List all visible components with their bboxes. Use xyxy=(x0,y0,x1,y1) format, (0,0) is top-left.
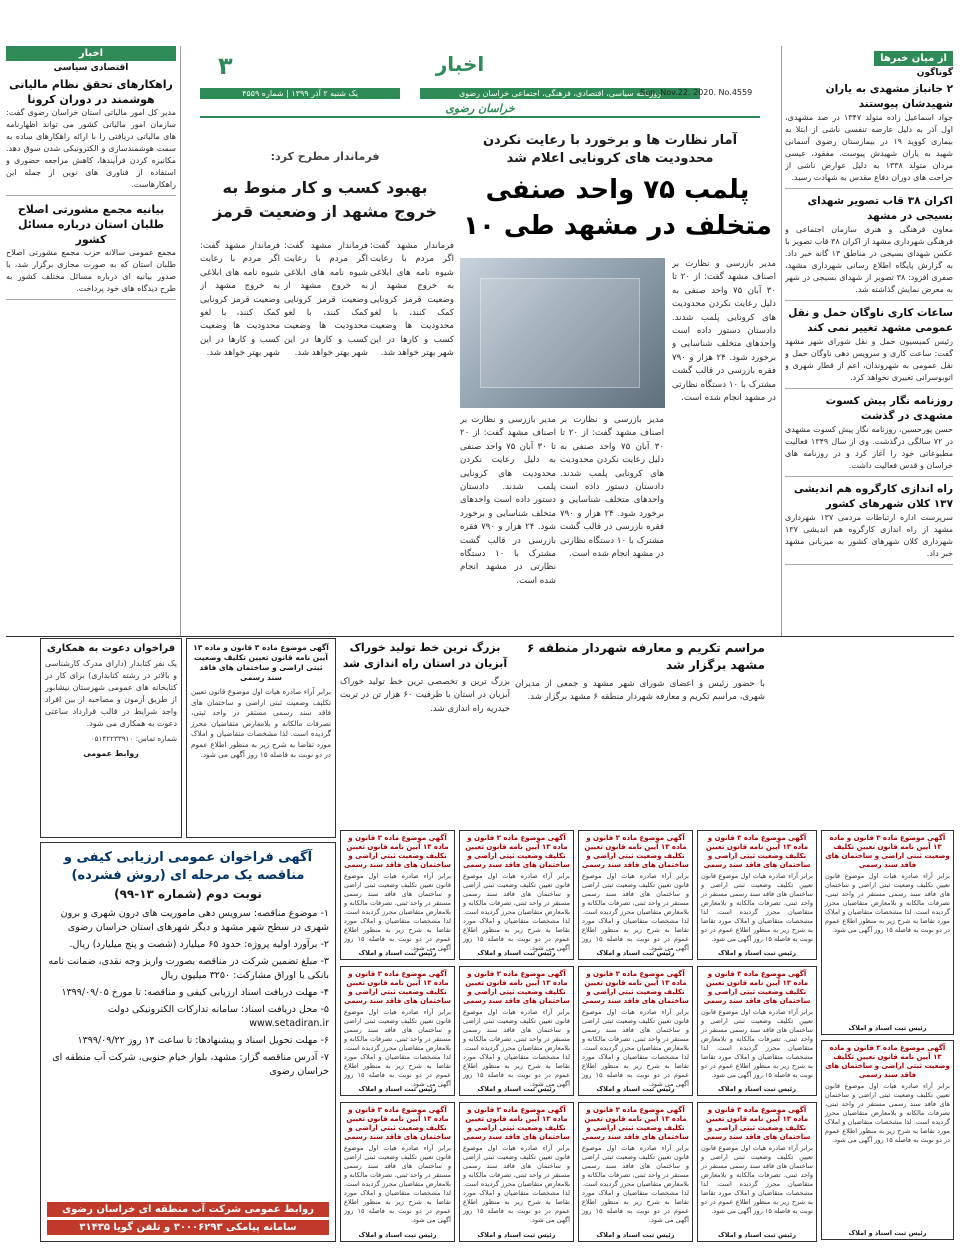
legal-notice-sign: رئیس ثبت اسناد و املاک xyxy=(596,1085,675,1093)
masthead xyxy=(200,46,760,118)
lead-kicker: آمار نظارت ها و برخورد با رعایت نکردن محدودیت های کرونایی اعلام شد xyxy=(482,133,738,166)
ad-tender-line: ۶- مهلت تحویل اسناد و پیشنهادها: تا ساعت ۱۴ روز ۱۳۹۹/۰۹/۲۲ xyxy=(77,1035,329,1046)
legal-notice-title: آگهی موضوع ماده ۳ قانون و ماده ۱۳ آیین نامه قانون تعیین تکلیف وضعیت ثبتی اراضی و ساختمان های فاقد سند رسمی xyxy=(582,1106,689,1141)
legal-notice-sign: رئیس ثبت اسناد و املاک xyxy=(718,949,796,957)
ad-legal-notice xyxy=(186,638,336,838)
legal-notice-box xyxy=(459,1102,574,1242)
legal-notice-box xyxy=(578,966,693,1096)
second-body: فرماندار مشهد گفت: اگر مردم با رعایت شیوه نامه های ابلاغی به خروج مشهد از وضعیت قرمز کرونایی کمک کنند، با لغو محدودیت ها وضعیت کسب و کارها در این شهر بهتر خواهد شد. xyxy=(370,241,454,359)
legal-notice-box xyxy=(697,1102,817,1242)
mid-item-1-title: مراسم تکریم و معارفه شهردار منطقه ۶ مشهد برگزار شد xyxy=(527,641,765,672)
ad-tender-line: ۱- موضوع مناقصه: سرویس دهی ماموریت های درون شهری و برون شهری در سطح شهر مشهد و دیگر شهرهای استان خراسان رضوی xyxy=(60,908,329,933)
legal-notice-body: برابر آراء صادره هیات اول موضوع قانون تعیین تکلیف وضعیت ثبتی اراضی و ساختمان های فاقد سند رسمی مستقر در واحد ثبتی، تصرفات مالکانه و بلامعارض متقاضیان محرز گردیده است. لذا مشخصات متقاضیان و املاک مورد تقاضا به شرح زیر به منظور اطلاع عموم در دو نوبت به فاصله ۱۵ روز آگهی می شود. xyxy=(344,1008,451,1088)
legal-notice-box xyxy=(340,966,455,1096)
ad-tender-line: ۷- آدرس مناقصه گزار: مشهد، بلوار خیام جنوبی، شرکت آب منطقه ای خراسان رضوی xyxy=(52,1052,329,1077)
legal-notice-body: برابر آراء صادره هیات اول موضوع قانون تعیین تکلیف وضعیت ثبتی اراضی و ساختمان های فاقد سند رسمی مستقر در واحد ثبتی، تصرفات مالکانه و بلامعارض متقاضیان محرز گردیده است. لذا مشخصات متقاضیان و املاک مورد تقاضا به شرح زیر به منظور اطلاع عموم در دو نوبت به فاصله ۱۵ روز آگهی می شود. xyxy=(463,1144,570,1224)
ad-tender xyxy=(40,842,336,1242)
legal-notice-title: آگهی موضوع ماده ۳ قانون و ماده ۱۳ آیین نامه قانون تعیین تکلیف وضعیت ثبتی اراضی و ساختمان های فاقد سند رسمی xyxy=(703,834,811,869)
legal-notice-body: برابر آراء صادره هیات اول موضوع قانون تعیین تکلیف وضعیت ثبتی اراضی و ساختمان های فاقد سند رسمی مستقر در واحد ثبتی، تصرفات مالکانه و بلامعارض متقاضیان محرز گردیده است. لذا مشخصات متقاضیان و املاک مورد تقاضا به شرح زیر به منظور اطلاع عموم در دو نوبت به فاصله ۱۵ روز آگهی می شود. xyxy=(701,1144,813,1215)
legal-notice-box xyxy=(821,1040,954,1240)
legal-notice-sign: رئیس ثبت اسناد و املاک xyxy=(596,1231,675,1239)
legal-notice-title: آگهی موضوع ماده ۳ قانون و ماده ۱۳ آیین نامه قانون تعیین تکلیف وضعیت ثبتی اراضی و ساختمان های فاقد سند رسمی xyxy=(463,970,570,1005)
ad-tender-footer: روابط عمومی شرکت آب منطقه ای خراسان رضوی xyxy=(47,1202,329,1217)
legal-notice-sign: رئیس ثبت اسناد و املاک xyxy=(358,1231,437,1239)
legal-notice-title: آگهی موضوع ماده ۳ قانون و ماده ۱۳ آیین نامه قانون تعیین تکلیف وضعیت ثبتی اراضی و ساختمان های فاقد سند رسمی xyxy=(703,970,811,1005)
legal-notice-box xyxy=(697,966,817,1096)
right-news-body: سرپرست اداره ارتباطات مردمی ۱۳۷ شهرداری مشهد از راه اندازی کارگروه هم اندیشی ۱۳۷ شهرداری کلان شهرهای کشور به میزبانی مشهد خبر داد. xyxy=(785,513,953,558)
legal-notice-body: برابر آراء صادره هیات اول موضوع قانون تعیین تکلیف وضعیت ثبتی اراضی و ساختمان های فاقد سند رسمی مستقر در واحد ثبتی، تصرفات مالکانه و بلامعارض متقاضیان محرز گردیده است. لذا مشخصات متقاضیان و املاک مورد تقاضا به شرح زیر به منظور اطلاع عموم در دو نوبت به فاصله ۱۵ روز آگهی می شود. xyxy=(463,1008,570,1088)
date-english: Sun. Nov.22. 2020. No.4559 xyxy=(640,88,753,97)
right-news-item xyxy=(785,194,953,301)
ad-cooperation-body: یک نفر کتابدار (دارای مدرک کارشناسی و بالاتر در رشته کتابداری) برای کار در کتابخانه های عمومی شهرستان نیشابور از طریق آزمون و مصاحبه از بین افراد واجد شرایط در قالب قرارداد ساعتی دعوت به همکاری می شود. xyxy=(45,659,177,728)
ad-cooperation xyxy=(40,638,182,838)
right-news-item xyxy=(785,82,953,189)
legal-notice-box xyxy=(340,1102,455,1242)
legal-notice-box xyxy=(340,830,455,960)
left-news-title: راهکارهای تحقق نظام مالیاتی هوشمند در دوران کرونا xyxy=(9,78,173,106)
left-news-item xyxy=(6,77,176,196)
right-news-item xyxy=(785,306,953,389)
legal-notice-box xyxy=(459,830,574,960)
legal-notice-title: آگهی موضوع ماده ۳ قانون و ماده ۱۳ آیین نامه قانون تعیین تکلیف وضعیت ثبتی اراضی و ساختمان های فاقد سند رسمی xyxy=(582,970,689,1005)
right-news-body: معاون فرهنگی و هنری سازمان اجتماعی و فرهنگی شهرداری مشهد از اکران ۳۸ قاب تصویر با عکس شهدای بسیجی در مناطق ۱۳ گانه خبر داد. به گزارش پایگاه اطلاع رسانی شهرداری مشهد، صفری افزود: ۳۸ تصویر از شهدای بسیجی در شهر به معرض نمایش گذاشته شد. xyxy=(785,225,953,294)
legal-notice-title: آگهی موضوع ماده ۳ قانون و ماده ۱۳ آیین نامه قانون تعیین تکلیف وضعیت ثبتی اراضی و ساختمان های فاقد سند رسمی xyxy=(825,834,950,869)
legal-notice-body: برابر آراء صادره هیات اول موضوع قانون تعیین تکلیف وضعیت ثبتی اراضی و ساختمان های فاقد سند رسمی مستقر در واحد ثبتی، تصرفات مالکانه و بلامعارض متقاضیان محرز گردیده است. لذا مشخصات متقاضیان و املاک مورد تقاضا به شرح زیر به منظور اطلاع عموم در دو نوبت به فاصله ۱۵ روز آگهی می شود. xyxy=(825,1082,950,1144)
legal-notice-title: آگهی موضوع ماده ۳ قانون و ماده ۱۳ آیین نامه قانون تعیین تکلیف وضعیت ثبتی اراضی و ساختمان های فاقد سند رسمی xyxy=(825,1044,950,1079)
legal-notice-body: برابر آراء صادره هیات اول موضوع قانون تعیین تکلیف وضعیت ثبتی اراضی و ساختمان های فاقد سند رسمی مستقر در واحد ثبتی، تصرفات مالکانه و بلامعارض متقاضیان محرز گردیده است. لذا مشخصات متقاضیان و املاک مورد تقاضا به شرح زیر به منظور اطلاع عموم در دو نوبت به فاصله ۱۵ روز آگهی می شود. xyxy=(582,872,689,952)
ad-tender-title: آگهی فراخوان عمومی ارزیابی کیفی و مناقصه یک مرحله ای (روش فشرده) xyxy=(63,850,313,883)
right-column xyxy=(785,46,953,636)
legal-notice-title: آگهی موضوع ماده ۳ قانون و ماده ۱۳ آیین نامه قانون تعیین تکلیف وضعیت ثبتی اراضی و ساختمان های فاقد سند رسمی xyxy=(344,970,451,1005)
legal-notice-body: برابر آراء صادره هیات اول موضوع قانون تعیین تکلیف وضعیت ثبتی اراضی و ساختمان های فاقد سند رسمی مستقر در واحد ثبتی، تصرفات مالکانه و بلامعارض متقاضیان محرز گردیده است. لذا مشخصات متقاضیان و املاک مورد تقاضا به شرح زیر به منظور اطلاع عموم در دو نوبت به فاصله ۱۵ روز آگهی می شود. xyxy=(701,1008,813,1079)
legal-notice-body: برابر آراء صادره هیات اول موضوع قانون تعیین تکلیف وضعیت ثبتی اراضی و ساختمان های فاقد سند رسمی مستقر در واحد ثبتی، تصرفات مالکانه و بلامعارض متقاضیان محرز گردیده است. لذا مشخصات متقاضیان و املاک مورد تقاضا به شرح زیر به منظور اطلاع عموم در دو نوبت به فاصله ۱۵ روز آگهی می شود. xyxy=(344,872,451,952)
legal-notice-box xyxy=(697,830,817,960)
second-kicker: فرماندار مطرح کرد: xyxy=(270,150,380,163)
legal-notice-body: برابر آراء صادره هیات اول موضوع قانون تعیین تکلیف وضعیت ثبتی اراضی و ساختمان های فاقد سند رسمی مستقر در واحد ثبتی، تصرفات مالکانه و بلامعارض متقاضیان محرز گردیده است. لذا مشخصات متقاضیان و املاک مورد تقاضا به شرح زیر به منظور اطلاع عموم در دو نوبت به فاصله ۱۵ روز آگهی می شود. xyxy=(344,1144,451,1224)
lead-body-cont1: مدیر بازرسی و نظارت بر اصناف مشهد گفت: از ۲۰ تا ۳۰ آبان ۷۵ واحد صنفی به دلیل رعایت نکردن محدودیت های کرونایی پلمب شدند. دادستان دستور داده است واحدهای متخلف شناسایی و برخورد شود. ۲۴ هزار و ۷۹۰ فقره بازرسی در قالب گشت مشترک با ۱۰ دستگاه نظارتی در مشهد انجام شده است. xyxy=(560,415,664,560)
legal-notice-body: برابر آراء صادره هیات اول موضوع قانون تعیین تکلیف وضعیت ثبتی اراضی و ساختمان های فاقد سند رسمی مستقر در واحد ثبتی، تصرفات مالکانه و بلامعارض متقاضیان محرز گردیده است. لذا مشخصات متقاضیان و املاک مورد تقاضا به شرح زیر به منظور اطلاع عموم در دو نوبت به فاصله ۱۵ روز آگهی می شود. xyxy=(582,1144,689,1224)
right-news-item xyxy=(785,482,953,565)
section-title: اخبار xyxy=(435,52,485,76)
left-news-body: مجمع عمومی سالانه حزب مجمع مشورتی اصلاح طلبان استان که به صورت مجازی برگزار شد، با صدور بیانیه ای درباره مسائل مختلف کشور به طرح دیدگاه های خود پرداخت. xyxy=(6,248,176,293)
legal-notice-sign: رئیس ثبت اسناد و املاک xyxy=(848,1024,927,1032)
legal-notice-sign: رئیس ثبت اسناد و املاک xyxy=(477,949,556,957)
right-column-tag: از میان خبرها xyxy=(874,51,953,66)
legal-notice-body: برابر آراء صادره هیات اول موضوع قانون تعیین تکلیف وضعیت ثبتی اراضی و ساختمان های فاقد سند رسمی مستقر در واحد ثبتی، تصرفات مالکانه و بلامعارض متقاضیان محرز گردیده است. لذا مشخصات متقاضیان و املاک مورد تقاضا به شرح زیر به منظور اطلاع عموم در دو نوبت به فاصله ۱۵ روز آگهی می شود. xyxy=(463,872,570,952)
legal-notice-title: آگهی موضوع ماده ۳ قانون و ماده ۱۳ آیین نامه قانون تعیین تکلیف وضعیت ثبتی اراضی و ساختمان های فاقد سند رسمی xyxy=(703,1106,811,1141)
legal-notice-title: آگهی موضوع ماده ۳ قانون و ماده ۱۳ آیین نامه قانون تعیین تکلیف وضعیت ثبتی اراضی و ساختمان های فاقد سند رسمی xyxy=(344,1106,451,1141)
legal-notice-title: آگهی موضوع ماده ۳ قانون و ماده ۱۳ آیین نامه قانون تعیین تکلیف وضعیت ثبتی اراضی و ساختمان های فاقد سند رسمی xyxy=(463,834,570,869)
legal-notice-body: برابر آراء صادره هیات اول موضوع قانون تعیین تکلیف وضعیت ثبتی اراضی و ساختمان های فاقد سند رسمی مستقر در واحد ثبتی، تصرفات مالکانه و بلامعارض متقاضیان محرز گردیده است. لذا مشخصات متقاضیان و املاک مورد تقاضا به شرح زیر به منظور اطلاع عموم در دو نوبت به فاصله ۱۵ روز آگهی می شود. xyxy=(582,1008,689,1088)
legal-notice-sign: رئیس ثبت اسناد و املاک xyxy=(596,949,675,957)
mid-item-1-body: با حضور رئیس و اعضای شورای شهر مشهد و جمعی از مدیران شهری، مراسم تکریم و معارفه شهردار منطقه ۶ مشهد برگزار شد. xyxy=(515,679,765,703)
ad-tender-line: ۴- مهلت دریافت اسناد ارزیابی کیفی و مناقصه: تا مورخ ۱۳۹۹/۰۹/۰۵ xyxy=(61,987,329,998)
right-news-title: راه اندازی کارگروه هم اندیشی ۱۳۷ کلان شهرهای کشور xyxy=(793,483,953,510)
newspaper-logo: خراسان رضوی xyxy=(445,102,515,115)
mid-item-2-title: بزرگ ترین خط تولید خوراک آبزیان در استان راه اندازی شد xyxy=(342,641,508,670)
left-news-title: بیانیه مجمع مشورتی اصلاح طلبان استان درباره مسائل کشور xyxy=(17,203,165,246)
ad-legal-notice-title: آگهی موضوع ماده ۳ قانون و ماده ۱۳ آیین نامه قانون تعیین تکلیف وضعیت ثبتی اراضی و ساختمان های فاقد سند رسمی xyxy=(193,643,329,682)
ad-tender-line: ۵- محل دریافت اسناد: سامانه تدارکات الکترونیکی دولت www.setadiran.ir xyxy=(107,1004,329,1029)
ad-tender-line: ۳- مبلغ تضمین شرکت در مناقصه بصورت واریز وجه نقدی، ضمانت نامه بانکی یا اوراق مشارکت: ۳۲۵۰ میلیون ریال xyxy=(48,956,329,981)
legal-notice-box xyxy=(821,830,954,1035)
second-headline: بهبود کسب و کار منوط به خروج مشهد از وضعیت قرمز xyxy=(212,178,438,221)
legal-notice-box xyxy=(578,1102,693,1242)
mid-item-1 xyxy=(515,640,765,825)
mid-item-2 xyxy=(340,640,510,825)
legal-notice-title: آگهی موضوع ماده ۳ قانون و ماده ۱۳ آیین نامه قانون تعیین تکلیف وضعیت ثبتی اراضی و ساختمان های فاقد سند رسمی xyxy=(582,834,689,869)
right-news-item xyxy=(785,394,953,477)
lead-headline: پلمب ۷۵ واحد صنفی متخلف در مشهد طی ۱۰ xyxy=(463,175,772,241)
legal-notice-sign: رئیس ثبت اسناد و املاک xyxy=(358,949,437,957)
lead-body-cont2: مدیر بازرسی و نظارت بر اصناف مشهد گفت: از ۲۰ تا ۳۰ آبان ۷۵ واحد صنفی به دلیل رعایت نکردن محدودیت های کرونایی پلمب شدند. دادستان دستور داده است واحدهای متخلف شناسایی و برخورد شود. ۲۴ هزار و ۷۹۰ فقره بازرسی در قالب گشت مشترک با ۱۰ دستگاه نظارتی در مشهد انجام شده است. xyxy=(460,415,556,586)
right-news-body: جواد اسماعیل زاده متولد ۱۳۴۷ در صد مشهدی، اول آذر به دلیل عارضه تنفسی ناشی از ابتلا به بیماری کووید ۱۹ در بیمارستان رضوی آسمانی شهید به یاران شهیدش پیوست. مفقود، عیسی مردان متولد ۱۳۳۸ به دلیل عوارض ناشی از جراحت های دوران دفاع مقدس به شهادت رسید. xyxy=(785,113,953,182)
ad-cooperation-title: فراخوان دعوت به همکاری xyxy=(46,643,176,654)
legal-notice-body: برابر آراء صادره هیات اول موضوع قانون تعیین تکلیف وضعیت ثبتی اراضی و ساختمان های فاقد سند رسمی مستقر در واحد ثبتی، تصرفات مالکانه و بلامعارض متقاضیان محرز گردیده است. لذا مشخصات متقاضیان و املاک مورد تقاضا به شرح زیر به منظور اطلاع عموم در دو نوبت به فاصله ۱۵ روز آگهی می شود. xyxy=(701,872,813,943)
second-body-cont2: فرماندار مشهد گفت: اگر مردم با رعایت شیوه نامه های ابلاغی به خروج مشهد از وضعیت قرمز کرونایی کمک کنند، با لغو محدودیت ها وضعیت کسب و کارها در این شهر بهتر خواهد شد. xyxy=(200,241,280,359)
legal-notice-sign: رئیس ثبت اسناد و املاک xyxy=(477,1085,556,1093)
legal-notice-sign: رئیس ثبت اسناد و املاک xyxy=(718,1085,796,1093)
left-news-item xyxy=(6,202,176,300)
right-news-body: حسن پورحسین، روزنامه نگار پیش کسوت مشهدی در ۷۲ سالگی درگذشت. وی از سال ۱۳۴۹ فعالیت مطبوعاتی خود را آغاز کرد و در روزنامه های خراسان و قدس فعالیت داشت. xyxy=(785,425,953,470)
ad-cooperation-phone: شماره تماس: ۰۵۱۴۲۲۳۳۹۱۰ xyxy=(90,734,177,743)
left-column-subtag: اقتصادی سیاسی xyxy=(53,63,129,73)
right-news-body: رئیس کمیسیون حمل و نقل شورای شهر مشهد گفت: ساعت کاری و سرویس دهی ناوگان حمل و نقل عمومی به شهروندان، اعم از قطار شهری و اتوبوسرانی تغییری نخواهد کرد. xyxy=(785,337,953,382)
left-news-body: مدیر کل امور مالیاتی استان خراسان رضوی گفت: سازمان امور مالیاتی کشور می تواند اظهارنامه های مالیاتی دریافتی را با ارائه راهکارهای ساده به سمت هوشمندسازی و الکترونیکی شدن سوق دهد. مکانیزه کردن فرآیندها، کاهش مراجعه حضوری و استفاده از فناوری های نوین از جمله این راهکارهاست. xyxy=(6,108,176,189)
lead-body: مدیر بازرسی و نظارت بر اصناف مشهد گفت: از ۲۰ تا ۳۰ آبان ۷۵ واحد صنفی به دلیل رعایت نکردن محدودیت های کرونایی پلمب شدند. دادستان دستور داده است واحدهای متخلف شناسایی و برخورد شود. ۲۴ هزار و ۷۹۰ فقره بازرسی در قالب گشت مشترک با ۱۰ دستگاه نظارتی در مشهد انجام شده است. xyxy=(672,259,776,404)
ad-tender-phone: سامانه پیامکی ۳۰۰۰۶۲۹۳ و تلفن گویا ۳۱۴۳۵ xyxy=(47,1220,329,1235)
legal-notice-sign: رئیس ثبت اسناد و املاک xyxy=(358,1085,437,1093)
lead-photo xyxy=(460,258,665,408)
legal-notice-sign: رئیس ثبت اسناد و املاک xyxy=(477,1231,556,1239)
right-news-title: ۲ جانباز مشهدی به یاران شهیدشان پیوستند xyxy=(825,83,953,110)
right-news-title: اکران ۳۸ قاب تصویر شهدای بسیجی در مشهد xyxy=(807,195,953,222)
legal-notice-box xyxy=(578,830,693,960)
legal-notice-sign: رئیس ثبت اسناد و املاک xyxy=(848,1229,927,1237)
legal-notice-title: آگهی موضوع ماده ۳ قانون و ماده ۱۳ آیین نامه قانون تعیین تکلیف وضعیت ثبتی اراضی و ساختمان های فاقد سند رسمی xyxy=(463,1106,570,1141)
right-news-title: ساعات کاری ناوگان حمل و نقل عمومی مشهد تغییر نمی کند xyxy=(788,307,953,334)
legal-notice-title: آگهی موضوع ماده ۳ قانون و ماده ۱۳ آیین نامه قانون تعیین تکلیف وضعیت ثبتی اراضی و ساختمان های فاقد سند رسمی xyxy=(344,834,451,869)
legal-notice-sign: رئیس ثبت اسناد و املاک xyxy=(718,1231,796,1239)
right-column-subtag: گوناگون xyxy=(916,68,953,78)
left-column xyxy=(6,46,176,636)
mid-item-2-body: بزرگ ترین و تخصصی ترین خط تولید خوراک آبزیان در استان با ظرفیت ۶۰ هزار تن در تربت حیدریه راه اندازی شد. xyxy=(340,677,510,714)
newspaper-subtitle: روزنامه سیاسی، اقتصادی، فرهنگی، اجتماعی خراسان رضوی xyxy=(420,88,700,99)
ad-tender-line: ۲- برآورد اولیه پروژه: حدود ۶۵ میلیارد (شصت و پنج میلیارد) ریال. xyxy=(69,939,329,950)
date-persian: یک شنبه ۲ آذر ۱۳۹۹ | شماره ۴۵۵۹ xyxy=(200,88,400,99)
legal-notice-box xyxy=(459,966,574,1096)
right-news-title: روزنامه نگار پیش کسوت مشهدی در گذشت xyxy=(825,395,953,422)
legal-notice-body: برابر آراء صادره هیات اول موضوع قانون تعیین تکلیف وضعیت ثبتی اراضی و ساختمان های فاقد سند رسمی مستقر در واحد ثبتی، تصرفات مالکانه و بلامعارض متقاضیان محرز گردیده است. لذا مشخصات متقاضیان و املاک مورد تقاضا به شرح زیر به منظور اطلاع عموم در دو نوبت به فاصله ۱۵ روز آگهی می شود. xyxy=(825,872,950,934)
ad-legal-notice-body: برابر آراء صادره هیات اول موضوع قانون تعیین تکلیف وضعیت ثبتی اراضی و ساختمان های فاقد سند رسمی مستقر در واحد ثبتی، تصرفات مالکانه و بلامعارض متقاضیان محرز گردیده است. لذا مشخصات متقاضیان و املاک مورد تقاضا به شرح زیر به منظور اطلاع عموم در دو نوبت به فاصله ۱۵ روز آگهی می شود. xyxy=(191,687,331,759)
ad-tender-subtitle: نوبت دوم (شماره ۱۳-۹۹) xyxy=(114,887,262,901)
left-column-tag: اخبار xyxy=(6,46,176,61)
ad-cooperation-footer: روابط عمومی xyxy=(83,748,139,758)
second-body-cont1: فرماندار مشهد گفت: اگر مردم با رعایت شیوه نامه های ابلاغی به خروج مشهد از وضعیت قرمز کرونایی کمک کنند، با لغو محدودیت ها وضعیت کسب و کارها در این شهر بهتر خواهد شد. xyxy=(284,241,368,359)
page-number: ۳ xyxy=(218,52,233,80)
